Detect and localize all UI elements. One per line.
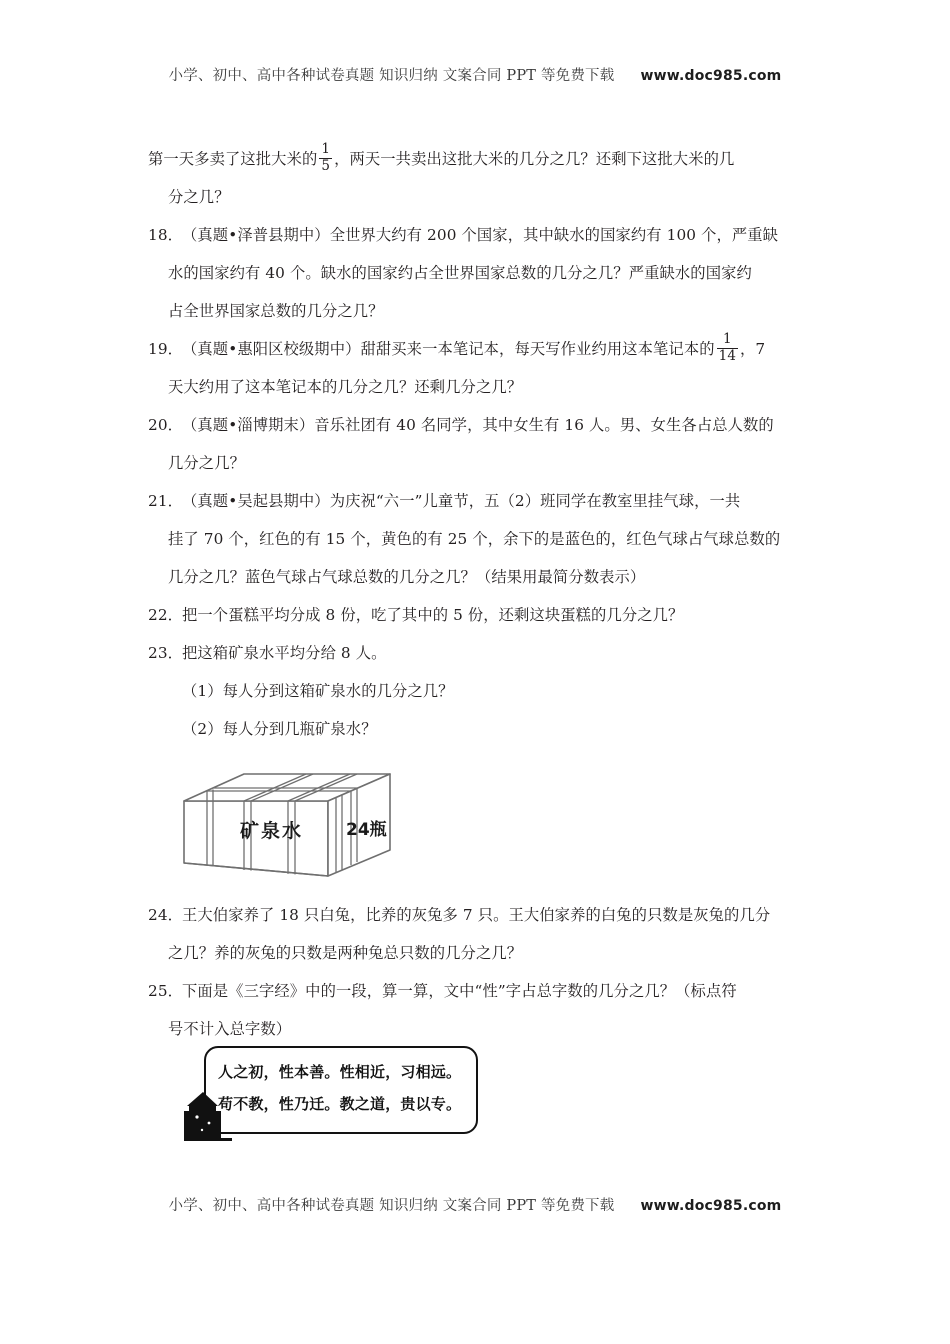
question-line [148,444,820,482]
text-run: 挂了 70 个，红色的有 15 个，黄色的有 25 个，余下的是蓝色的，红色气球占气球总数的 [168,530,781,548]
text-run: 几分之几？蓝色气球占气球总数的几分之几？（结果用最简分数表示） [168,568,646,586]
question-line [148,216,820,254]
question-q17-continued [148,140,820,216]
footer-watermark-url[interactable]: www.doc985.com [640,1198,782,1214]
text-run: 占全世界国家总数的几分之几？ [168,302,384,320]
fraction-denominator: 5 [321,158,331,175]
question-number: 23． [148,644,184,662]
text-run: 号不计入总字数） [168,1020,292,1038]
question-line [148,254,820,292]
text-run: 把这箱矿泉水平均分给 8 人。 [182,644,387,662]
text-run: （真题•淄博期末）音乐社团有 40 名同学，其中女生有 16 人。男、女生各占总人数的 [182,416,774,434]
question-line [148,520,820,558]
text-run: （真题•吴起县期中）为庆祝“六一”儿童节，五（2）班同学在教室里挂气球，一共 [182,492,741,510]
fraction-denominator: 14 [718,348,737,365]
question-sub-item: （1）每人分到这箱矿泉水的几分之几？ [182,682,454,700]
question-line [148,482,820,520]
question-line [148,634,820,672]
question-number: 25． [148,982,184,1000]
three-character-classic-figure [172,1046,482,1158]
question-q25 [148,972,820,1048]
question-number: 21． [148,492,184,510]
question-q22 [148,596,820,634]
question-line [148,406,820,444]
question-line [148,140,820,178]
speech-bubble-line-2: 苟不教，性乃迁。教之道，贵以专。 [218,1095,462,1113]
bubble-tail-silhouette-icon [172,1090,234,1152]
question-line [148,292,820,330]
question-line [148,1010,820,1048]
header-watermark-url[interactable]: www.doc985.com [640,68,782,84]
carton-side-label: 24瓶 [346,820,387,840]
question-line [148,934,820,972]
text-run: （真题•泽普县期中）全世界大约有 200 个国家，其中缺水的国家约有 100 个，严重缺 [182,226,779,244]
speech-bubble-line-1: 人之初，性本善。性相近，习相远。 [218,1063,462,1081]
text-run: ，两天一共卖出这批大米的几分之几？还剩下这批大米的几 [334,150,735,168]
footer-watermark-text: 小学、初中、高中各种试卷真题 知识归纳 文案合同 PPT 等免费下载 [168,1198,615,1214]
question-line [148,558,820,596]
question-line [148,596,820,634]
question-number: 19． [148,340,184,358]
question-line [148,330,820,368]
text-run: ，7 [740,340,766,358]
question-line [148,972,820,1010]
fraction-numerator: 1 [722,331,732,348]
carton-front-label: 矿泉水 [240,820,304,842]
text-run: 下面是《三字经》中的一段，算一算，文中“性”字占总字数的几分之几？（标点符 [182,982,737,1000]
speech-bubble [204,1046,478,1134]
fraction-numerator: 1 [321,141,331,158]
fraction [717,333,738,364]
text-run: 之几？养的灰兔的只数是两种兔总只数的几分之几？ [168,944,523,962]
question-line [148,368,820,406]
question-q18 [148,216,820,330]
footer-watermark [0,1194,950,1215]
question-q24 [148,896,820,972]
question-q21 [148,482,820,596]
fraction [319,143,332,174]
header-watermark-text: 小学、初中、高中各种试卷真题 知识归纳 文案合同 PPT 等免费下载 [168,68,615,84]
question-number: 20． [148,416,184,434]
question-number: 18． [148,226,184,244]
text-run: 水的国家约有 40 个。缺水的国家约占全世界国家总数的几分之几？严重缺水的国家约 [168,264,752,282]
text-run: （真题•惠阳区校级期中）甜甜买来一本笔记本，每天写作业约用这本笔记本的 [182,340,715,358]
question-q20 [148,406,820,482]
text-run: 天大约用了这本笔记本的几分之几？还剩几分之几？ [168,378,523,396]
question-q19 [148,330,820,406]
text-run: 分之几？ [168,188,230,206]
carton-illustration [176,768,444,886]
question-sub-item: （2）每人分到几瓶矿泉水？ [182,720,377,738]
question-list [148,140,820,1048]
text-run: 几分之几？ [168,454,245,472]
text-run: 王大伯家养了 18 只白兔，比养的灰兔多 7 只。王大伯家养的白兔的只数是灰兔的几分 [182,906,771,924]
question-line [148,896,820,934]
mineral-water-carton-figure [176,768,444,886]
text-run: 把一个蛋糕平均分成 8 份，吃了其中的 5 份，还剩这块蛋糕的几分之几？ [182,606,684,624]
question-number: 22． [148,606,184,624]
question-line [148,178,820,216]
header-watermark [0,64,950,85]
question-q23 [148,634,820,748]
text-run: 第一天多卖了这批大米的 [148,150,318,168]
question-number: 24． [148,906,184,924]
